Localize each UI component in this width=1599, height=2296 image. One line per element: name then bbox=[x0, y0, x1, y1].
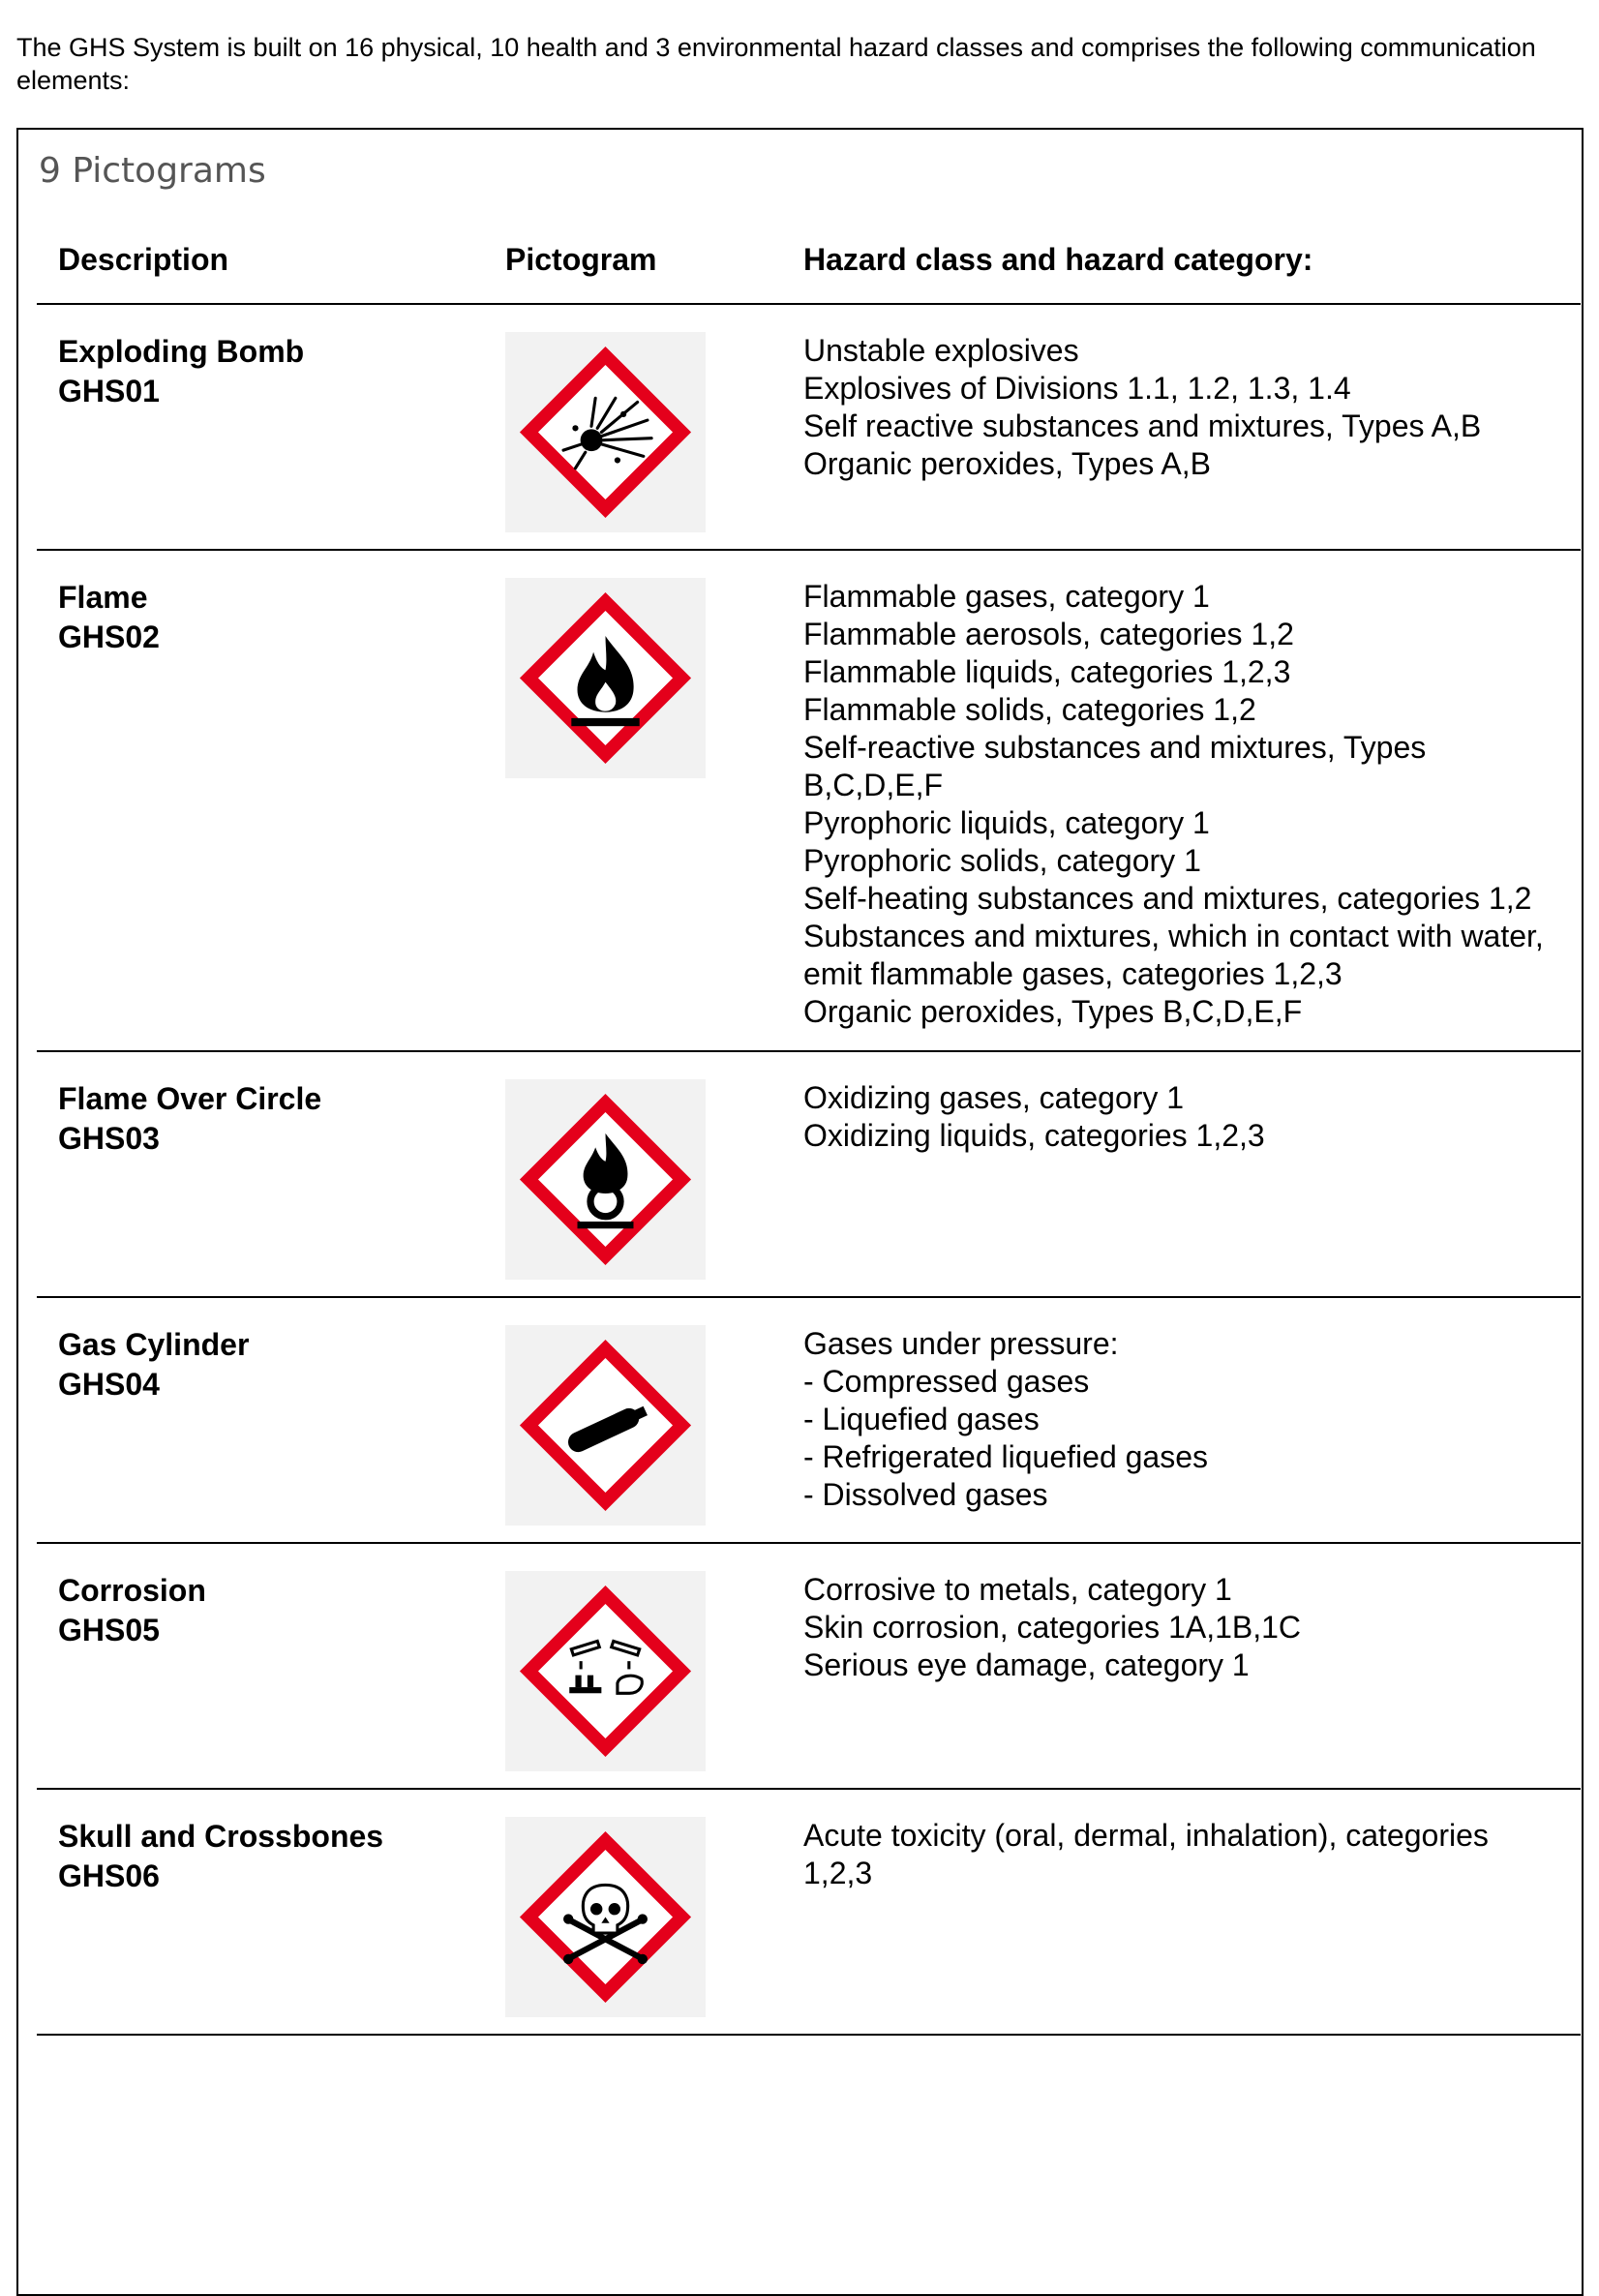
pictogram-code: GHS01 bbox=[58, 374, 160, 408]
row-divider bbox=[37, 1050, 1581, 1052]
hazard-item: Flammable gases, category 1 bbox=[803, 579, 1210, 614]
row-description bbox=[58, 1079, 321, 1159]
flame-icon bbox=[505, 578, 706, 778]
hazard-item: Gases under pressure: bbox=[803, 1326, 1119, 1361]
hazard-item: Corrosive to metals, category 1 bbox=[803, 1572, 1232, 1607]
row-divider bbox=[37, 549, 1581, 551]
hazard-item: Flammable aerosols, categories 1,2 bbox=[803, 617, 1294, 651]
hazard-list bbox=[803, 578, 1558, 1031]
hazard-list bbox=[803, 1571, 1558, 1684]
pictogram-name: Corrosion bbox=[58, 1573, 206, 1608]
hazard-item: Acute toxicity (oral, dermal, inhalation), categories 1,2,3 bbox=[803, 1818, 1489, 1890]
hazard-list bbox=[803, 1817, 1558, 1892]
hazard-item: Flammable liquids, categories 1,2,3 bbox=[803, 654, 1291, 689]
skull-and-crossbones-icon bbox=[505, 1817, 706, 2017]
flame-over-circle-icon bbox=[505, 1079, 706, 1280]
row-description bbox=[58, 1817, 383, 1896]
hazard-item: Self-reactive substances and mixtures, Types B,C,D,E,F bbox=[803, 730, 1427, 802]
hazard-item: Explosives of Divisions 1.1, 1.2, 1.3, 1.4 bbox=[803, 371, 1351, 406]
hazard-list bbox=[803, 1079, 1558, 1155]
row-divider bbox=[37, 2034, 1581, 2036]
hazard-item: Unstable explosives bbox=[803, 333, 1079, 368]
hazard-item: Pyrophoric solids, category 1 bbox=[803, 843, 1201, 878]
pictogram-code: GHS02 bbox=[58, 619, 160, 654]
gas-cylinder-icon bbox=[505, 1325, 706, 1526]
row-description bbox=[58, 578, 160, 657]
row-divider bbox=[37, 1542, 1581, 1544]
pictogram-name: Flame Over Circle bbox=[58, 1081, 322, 1116]
hazard-item: - Compressed gases bbox=[803, 1364, 1090, 1399]
header-description: Description bbox=[58, 242, 229, 277]
corrosion-icon bbox=[505, 1571, 706, 1771]
hazard-list bbox=[803, 332, 1558, 483]
pictogram-name: Skull and Crossbones bbox=[58, 1819, 384, 1854]
hazard-item: - Liquefied gases bbox=[803, 1402, 1040, 1436]
row-description bbox=[58, 332, 304, 411]
header-divider bbox=[37, 303, 1581, 305]
hazard-item: Self reactive substances and mixtures, Types A,B bbox=[803, 408, 1482, 443]
pictogram-code: GHS04 bbox=[58, 1367, 160, 1402]
header-pictogram: Pictogram bbox=[505, 242, 657, 277]
pictogram-code: GHS03 bbox=[58, 1121, 160, 1156]
intro-text: The GHS System is built on 16 physical, 10 health and 3 environmental hazard classes and comprises the following communication elements: bbox=[16, 33, 1536, 95]
hazard-item: - Refrigerated liquefied gases bbox=[803, 1439, 1209, 1474]
row-divider bbox=[37, 1788, 1581, 1790]
hazard-item: Oxidizing liquids, categories 1,2,3 bbox=[803, 1118, 1265, 1153]
hazard-item: Substances and mixtures, which in contact with water, emit flammable gases, categories 1,2,3 bbox=[803, 919, 1544, 991]
hazard-item: Organic peroxides, Types B,C,D,E,F bbox=[803, 994, 1303, 1029]
exploding-bomb-icon bbox=[505, 332, 706, 532]
hazard-item: - Dissolved gases bbox=[803, 1477, 1048, 1512]
pictogram-name: Gas Cylinder bbox=[58, 1327, 250, 1362]
hazard-item: Flammable solids, categories 1,2 bbox=[803, 692, 1256, 727]
hazard-item: Self-heating substances and mixtures, categories 1,2 bbox=[803, 881, 1532, 916]
pictogram-name: Exploding Bomb bbox=[58, 334, 305, 369]
hazard-item: Pyrophoric liquids, category 1 bbox=[803, 805, 1210, 840]
row-divider bbox=[37, 1296, 1581, 1298]
pictogram-code: GHS05 bbox=[58, 1613, 160, 1647]
hazard-list bbox=[803, 1325, 1558, 1514]
hazard-item: Organic peroxides, Types A,B bbox=[803, 446, 1211, 481]
header-hazard: Hazard class and hazard category: bbox=[803, 242, 1313, 277]
row-description bbox=[58, 1325, 249, 1405]
section-title: 9 Pictograms bbox=[39, 151, 266, 191]
hazard-item: Oxidizing gases, category 1 bbox=[803, 1080, 1185, 1115]
hazard-item: Serious eye damage, category 1 bbox=[803, 1647, 1250, 1682]
hazard-item: Skin corrosion, categories 1A,1B,1C bbox=[803, 1610, 1302, 1645]
pictogram-code: GHS06 bbox=[58, 1858, 160, 1893]
row-description bbox=[58, 1571, 206, 1650]
pictogram-name: Flame bbox=[58, 580, 148, 615]
